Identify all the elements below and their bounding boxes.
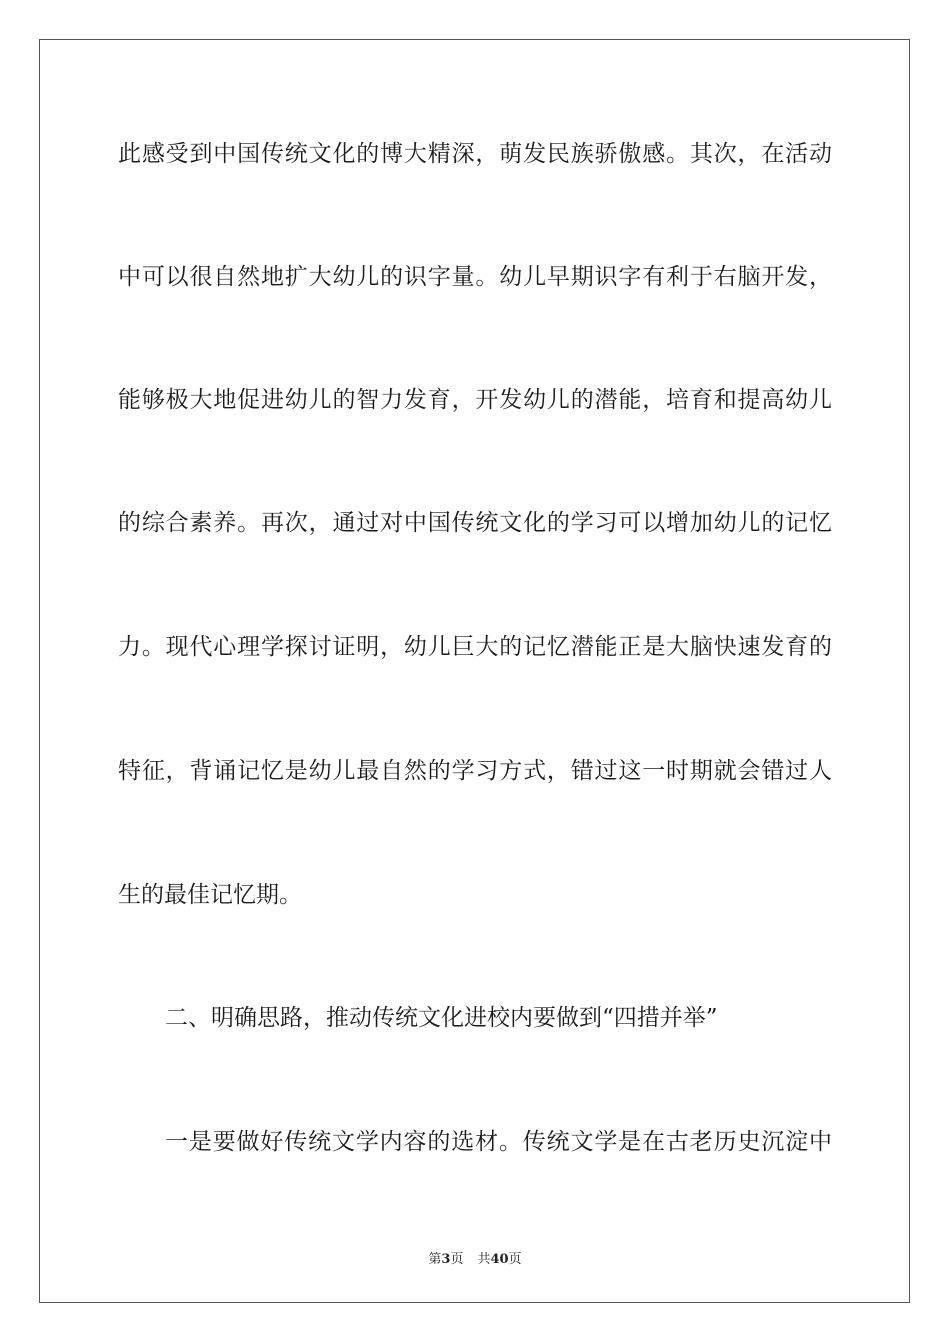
page-footer [0,1248,950,1267]
section-heading: 二、明确思路，推动传统文化进校内要做到“四措并举” [165,1005,718,1031]
total-suffix: 页 [508,1252,522,1267]
body-line-3: 能够极大地促进幼儿的智力发育，开发幼儿的潜能，培育和提高幼儿 [118,387,832,413]
page-suffix: 页 [450,1252,464,1267]
page-number: 3 [441,1252,451,1267]
body-line-5: 力。现代心理学探讨证明，幼儿巨大的记忆潜能正是大脑快速发育的 [118,634,832,660]
page-prefix: 第 [428,1252,442,1267]
body-line-1: 此感受到中国传统文化的博大精深，萌发民族骄傲感。其次，在活动 [118,141,832,167]
paragraph-start: 一是要做好传统文学内容的选材。传统文学是在古老历史沉淀中 [165,1129,832,1155]
page-border [39,39,910,1303]
total-prefix: 共 [477,1252,491,1267]
body-line-4: 的综合素养。再次，通过对中国传统文化的学习可以增加幼儿的记忆 [118,510,832,536]
body-line-2: 中可以很自然地扩大幼儿的识字量。幼儿早期识字有利于右脑开发， [118,264,832,290]
body-line-7: 生的最佳记忆期。 [118,882,302,908]
total-pages: 40 [490,1252,509,1267]
body-line-6: 特征，背诵记忆是幼儿最自然的学习方式，错过这一时期就会错过人 [118,758,832,784]
